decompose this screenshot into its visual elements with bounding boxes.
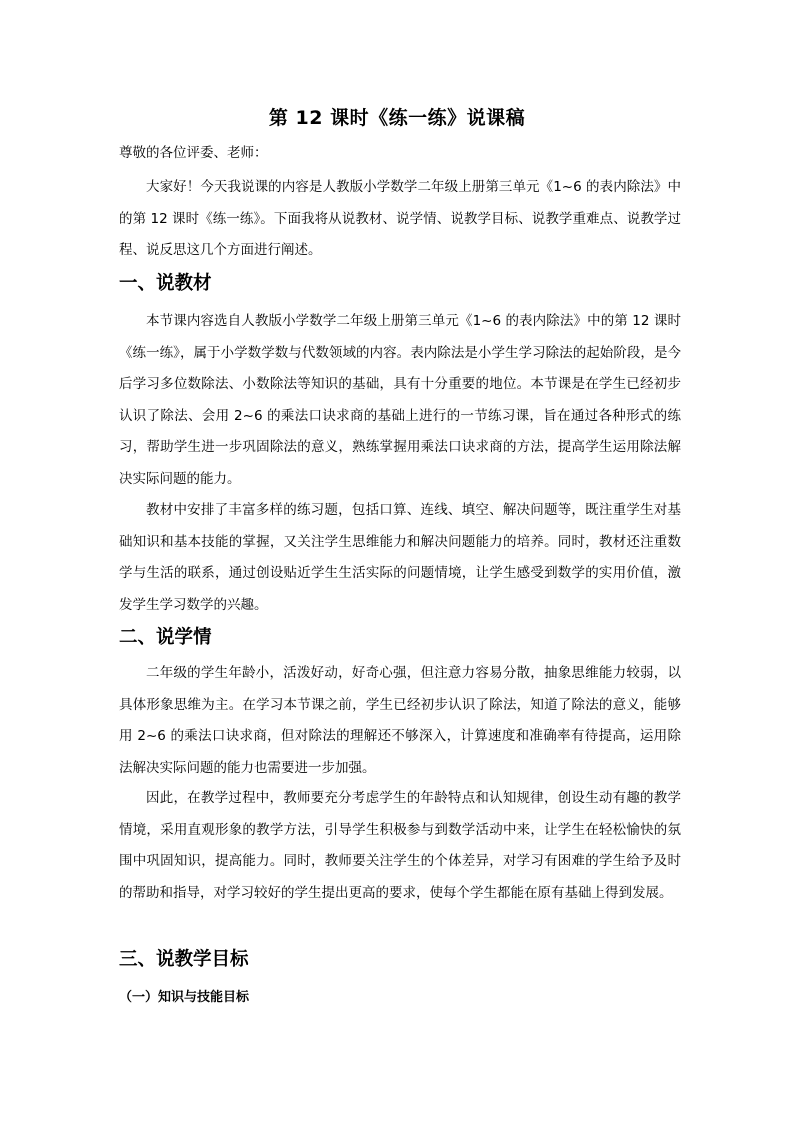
students-paragraph-1: 二年级的学生年龄小，活泼好动，好奇心强，但注意力容易分散，抽象思维能力较弱，以具体形象思维为主。在学习本节课之前，学生已经初步认识了除法，知道了除法的意义，能够用 2~6 的乘法口诀求商，但对除法的理解还不够深入，计算速度和准确率有待提高，运用除法解决实际问题的能力也需要进一步加强。 <box>119 665 681 776</box>
page-title: 第 12 课时《练一练》说课稿 <box>268 107 526 129</box>
subheading-knowledge-skills: （一）知识与技能目标 <box>119 990 250 1005</box>
section-heading-textbook: 一、说教材 <box>119 273 212 294</box>
intro-paragraph: 大家好！今天我说课的内容是人教版小学数学二年级上册第三单元《1~6 的表内除法》中的第 12 课时《练一练》。下面我将从说教材、说学情、说教学目标、说教学重难点、说教学过程、说反思这几个方面进行阐述。 <box>119 179 681 259</box>
textbook-paragraph-2: 教材中安排了丰富多样的练习题，包括口算、连线、填空、解决问题等，既注重学生对基础知识和基本技能的掌握，又关注学生思维能力和解决问题能力的培养。同时，教材还注重数学与生活的联系，通过创设贴近学生生活实际的问题情境，让学生感受到数学的实用价值，激发学生学习数学的兴趣。 <box>119 502 681 613</box>
students-paragraph-2: 因此，在教学过程中，教师要充分考虑学生的年龄特点和认知规律，创设生动有趣的教学情境，采用直观形象的教学方法，引导学生积极参与到数学活动中来，让学生在轻松愉快的氛围中巩固知识，提高能力。同时，教师要关注学生的个体差异，对学习有困难的学生给予及时的帮助和指导，对学习较好的学生提出更高的要求，使每个学生都能在原有基础上得到发展。 <box>119 790 681 901</box>
greeting: 尊敬的各位评委、老师： <box>119 145 268 161</box>
section-heading-students: 二、说学情 <box>119 627 212 648</box>
textbook-paragraph-1: 本节课内容选自人教版小学数学二年级上册第三单元《1~6 的表内除法》中的第 12 课时《练一练》，属于小学数学数与代数领域的内容。表内除法是小学生学习除法的起始阶段，是今后学习多位数除法、小数除法等知识的基础，具有十分重要的地位。本节课是在学生已经初步认识了除法、会用 2~6 的乘法口诀求商的基础上进行的一节练习课，旨在通过各种形式的练习，帮助学生进一步巩固除法的意义，熟练掌握用乘法口诀求商的方法，提高学生运用除法解决实际问题的能力。 <box>119 313 681 487</box>
section-heading-objectives: 三、说教学目标 <box>119 949 249 970</box>
